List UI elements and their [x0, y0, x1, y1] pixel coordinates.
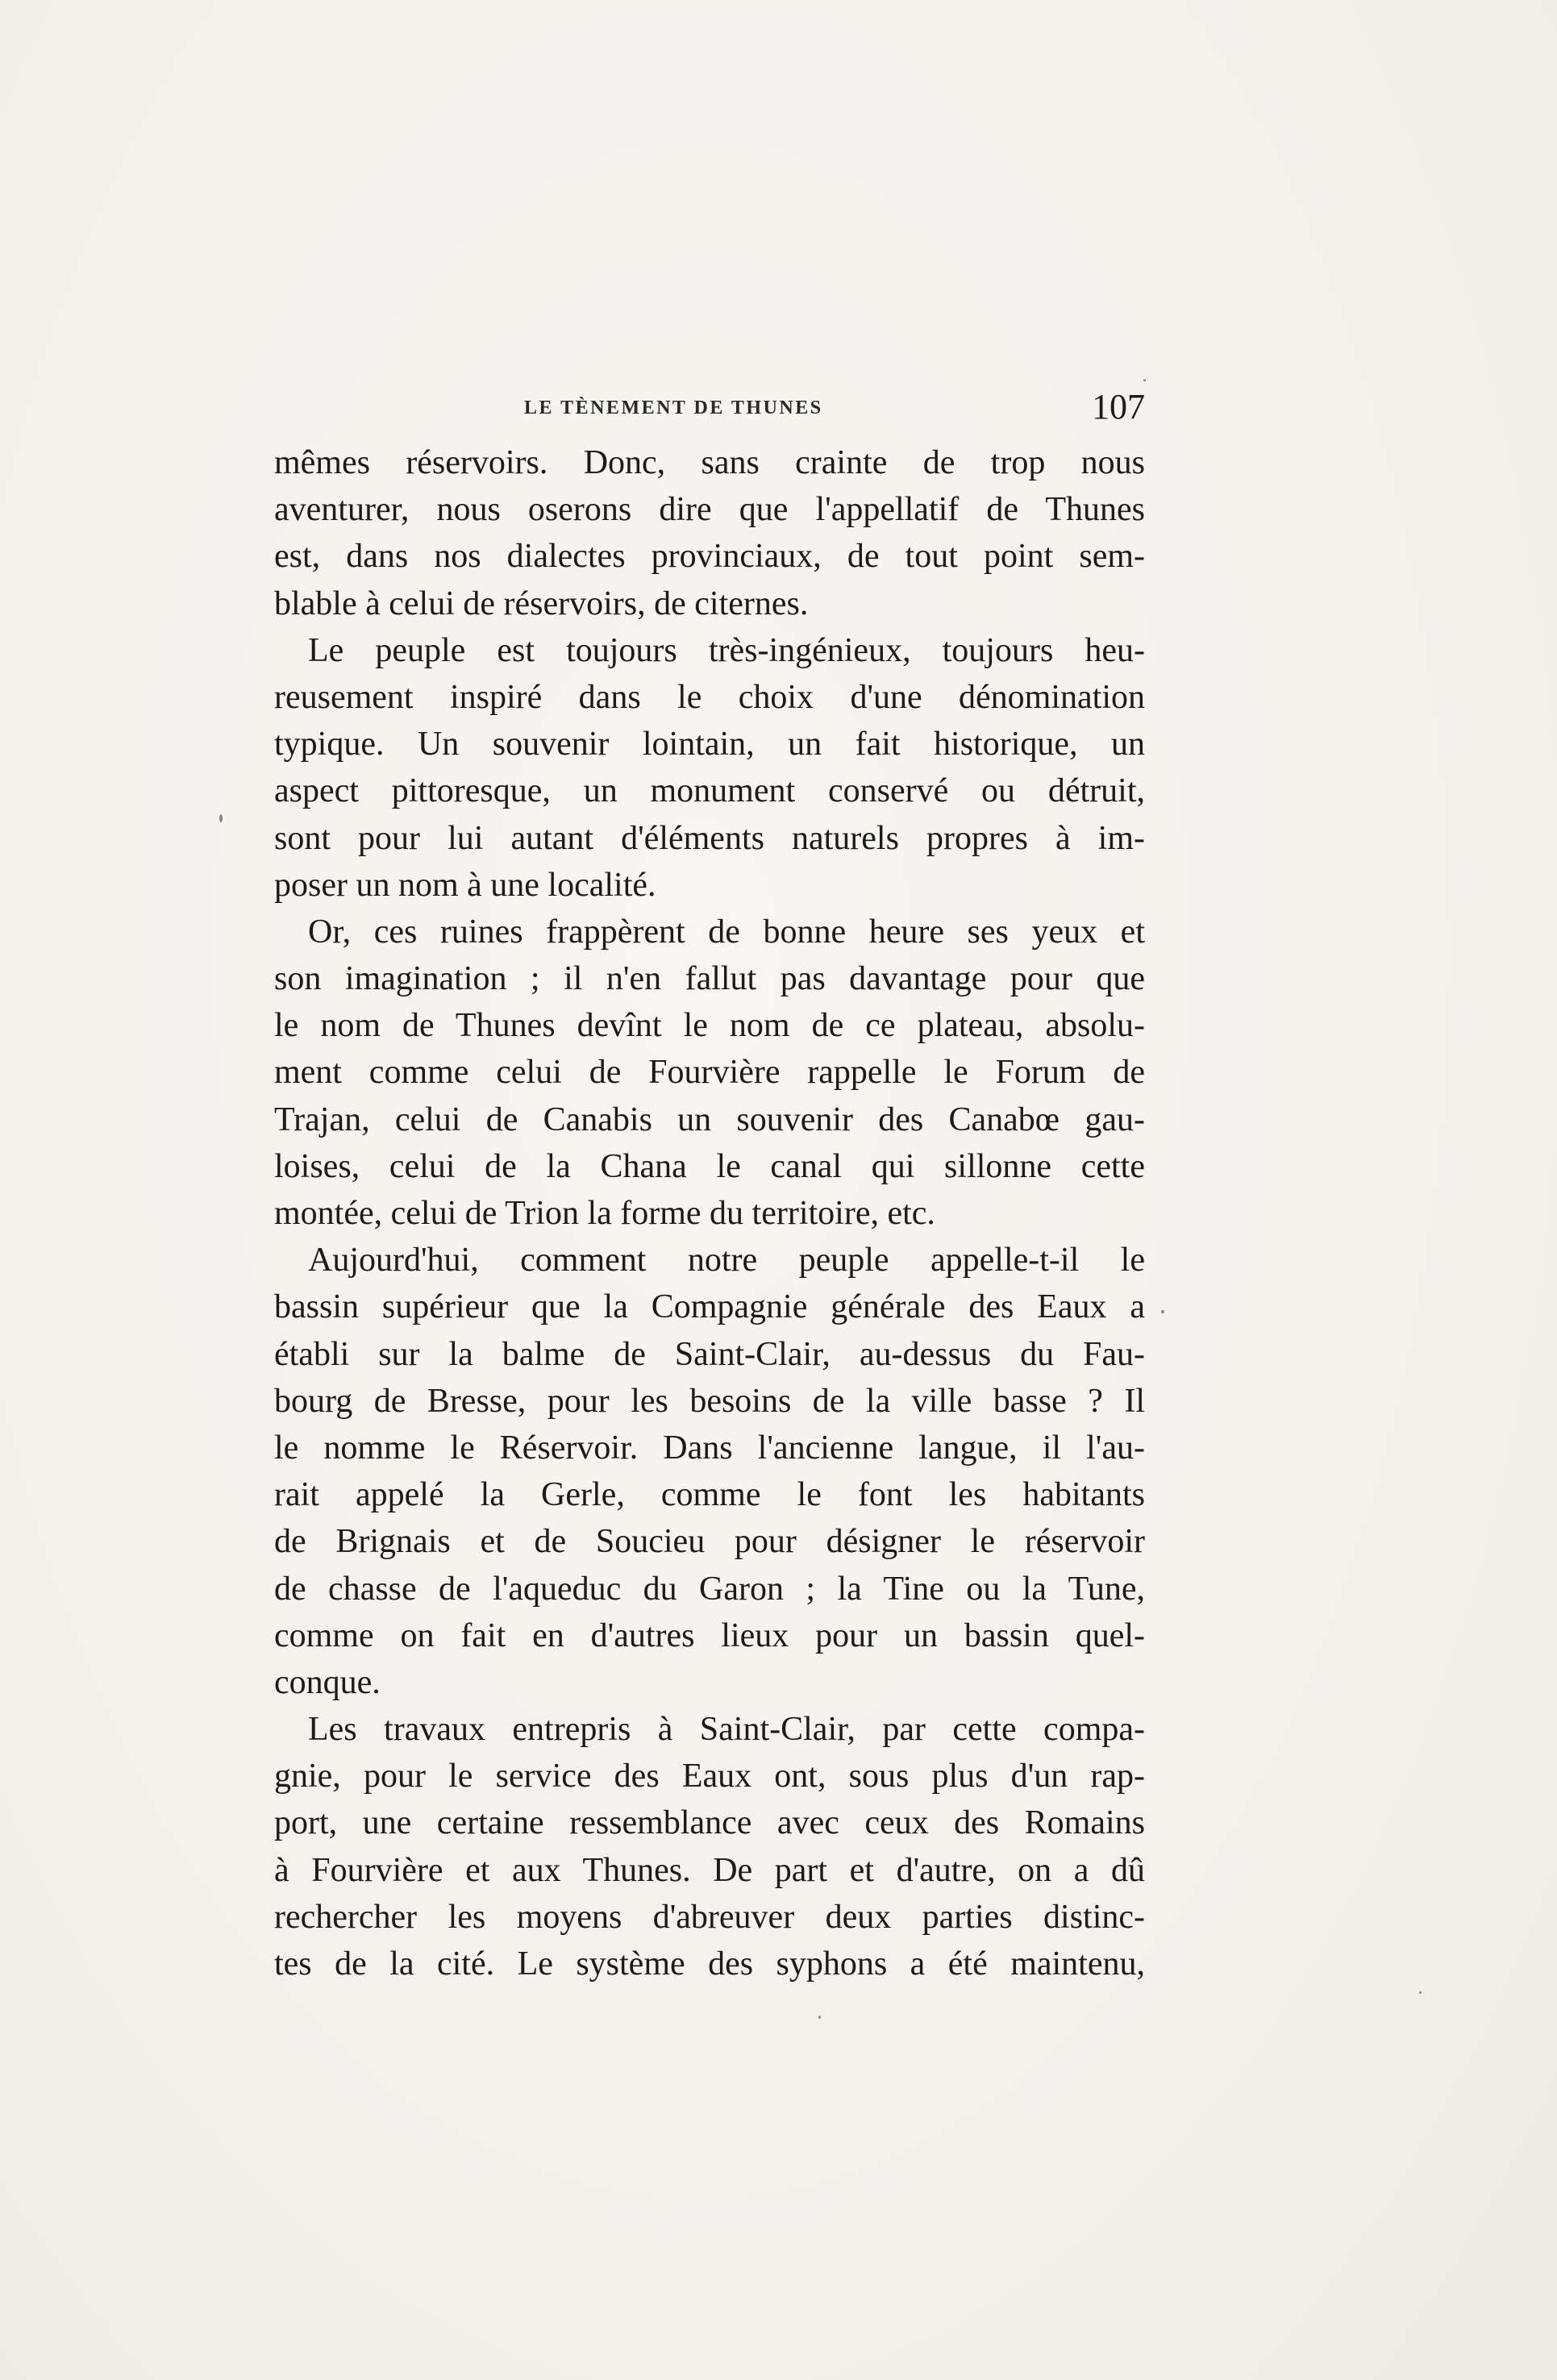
page-header	[274, 387, 1145, 439]
text-line: typique. Un souvenir lointain, un fait historique, un	[274, 726, 1145, 764]
paper-speck	[1161, 1310, 1164, 1313]
text-line: bourg de Bresse, pour les besoins de la ville basse ? Il	[274, 1382, 1145, 1420]
text-line: comme on fait en d'autres lieux pour un bassin quel-	[274, 1616, 1145, 1654]
text-line: port, une certaine ressemblance avec ceux des Romains	[274, 1804, 1145, 1842]
text-line: son imagination ; il n'en fallut pas davantage pour que	[274, 960, 1145, 998]
text-line: ment comme celui de Fourvière rappelle le Forum de	[274, 1054, 1145, 1092]
page-number: 107	[1092, 387, 1145, 426]
text-line: à Fourvière et aux Thunes. De part et d'autre, on a dû	[274, 1851, 1145, 1889]
text-line: aspect pittoresque, un monument conservé ou détruit,	[274, 772, 1145, 810]
paper-speck	[219, 814, 223, 822]
text-line: rechercher les moyens d'abreuver deux parties distinc-	[274, 1898, 1145, 1936]
text-line: rait appelé la Gerle, comme le font les habitants	[274, 1476, 1145, 1514]
text-line: tes de la cité. Le système des syphons a été maintenu,	[274, 1945, 1145, 1983]
running-title: LE TÈNEMENT DE THUNES	[524, 397, 823, 418]
text-line: bassin supérieur que la Compagnie générale des Eaux a	[274, 1288, 1145, 1326]
text-line: montée, celui de Trion la forme du territoire, etc.	[274, 1195, 935, 1232]
text-line: sont pour lui autant d'éléments naturels propres à im-	[274, 819, 1145, 857]
text-line: établi sur la balme de Saint-Clair, au-dessus du Fau-	[274, 1335, 1145, 1373]
text-line: Le peuple est toujours très-ingénieux, toujours heu-	[308, 631, 1145, 669]
text-line: le nom de Thunes devînt le nom de ce plateau, absolu-	[274, 1007, 1145, 1045]
text-line: gnie, pour le service des Eaux ont, sous plus d'un rap-	[274, 1758, 1145, 1795]
text-line: conque.	[274, 1663, 381, 1701]
text-line: blable à celui de réservoirs, de citernes.	[274, 585, 809, 622]
text-line: poser un nom à une localité.	[274, 866, 656, 904]
text-line: le nomme le Réservoir. Dans l'ancienne langue, il l'au-	[274, 1429, 1145, 1467]
text-line: Trajan, celui de Canabis un souvenir des Canabœ gau-	[274, 1101, 1145, 1138]
text-line: Or, ces ruines frappèrent de bonne heure ses yeux et	[308, 913, 1145, 951]
text-line: de Brignais et de Soucieu pour désigner le réservoir	[274, 1523, 1145, 1561]
text-line: est, dans nos dialectes provinciaux, de tout point sem-	[274, 538, 1145, 576]
text-line: Aujourd'hui, comment notre peuple appelle-t-il le	[308, 1242, 1145, 1279]
paper-speck	[818, 2016, 821, 2019]
paper-speck	[1419, 1991, 1422, 1994]
paper-speck	[1143, 379, 1146, 381]
text-line: aventurer, nous oserons dire que l'appellatif de Thunes	[274, 491, 1145, 529]
text-line: loises, celui de la Chana le canal qui sillonne cette	[274, 1147, 1145, 1185]
body-text	[274, 439, 1145, 1987]
text-line: Les travaux entrepris à Saint-Clair, par cette compa-	[308, 1711, 1145, 1749]
text-line: mêmes réservoirs. Donc, sans crainte de trop nous	[274, 444, 1145, 481]
text-line: de chasse de l'aqueduc du Garon ; la Tine ou la Tune,	[274, 1570, 1145, 1608]
text-line: reusement inspiré dans le choix d'une dénomination	[274, 678, 1145, 716]
